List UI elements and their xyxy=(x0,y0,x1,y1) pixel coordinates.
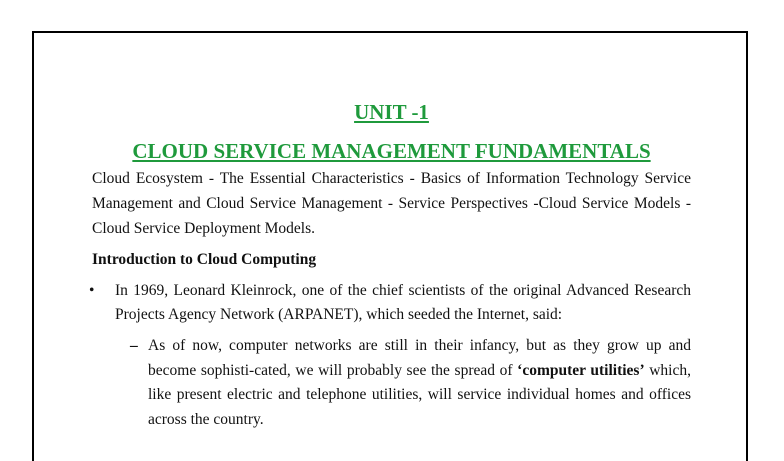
quote-text-before: As of now, computer networks are still in their infancy, but as they grow up and become sophisti-cated, we will probably see the spread of xyxy=(148,337,691,379)
quote-bold-phrase: ‘computer utilities’ xyxy=(517,361,645,379)
section-heading: Introduction to Cloud Computing xyxy=(92,251,317,268)
bullet-marker: • xyxy=(89,282,95,299)
quote-text xyxy=(148,334,691,432)
intro-paragraph: Cloud Ecosystem - The Essential Characteristics - Basics of Information Technology Service Management and Cloud Service Management - Service Perspectives -Cloud Service Models - Cloud Service Deployment Models. xyxy=(92,170,691,237)
main-title: CLOUD SERVICE MANAGEMENT FUNDAMENTALS xyxy=(132,139,651,163)
dash-marker: – xyxy=(130,337,138,354)
unit-title: UNIT -1 xyxy=(354,100,429,124)
quote-text-after: which, like present electric and telephone utilities, will service individual homes and offices across the country. xyxy=(148,361,691,428)
bullet-text: In 1969, Leonard Kleinrock, one of the chief scientists of the original Advanced Research Projects Agency Network (ARPANET), which seeded the Internet, said: xyxy=(115,282,691,323)
